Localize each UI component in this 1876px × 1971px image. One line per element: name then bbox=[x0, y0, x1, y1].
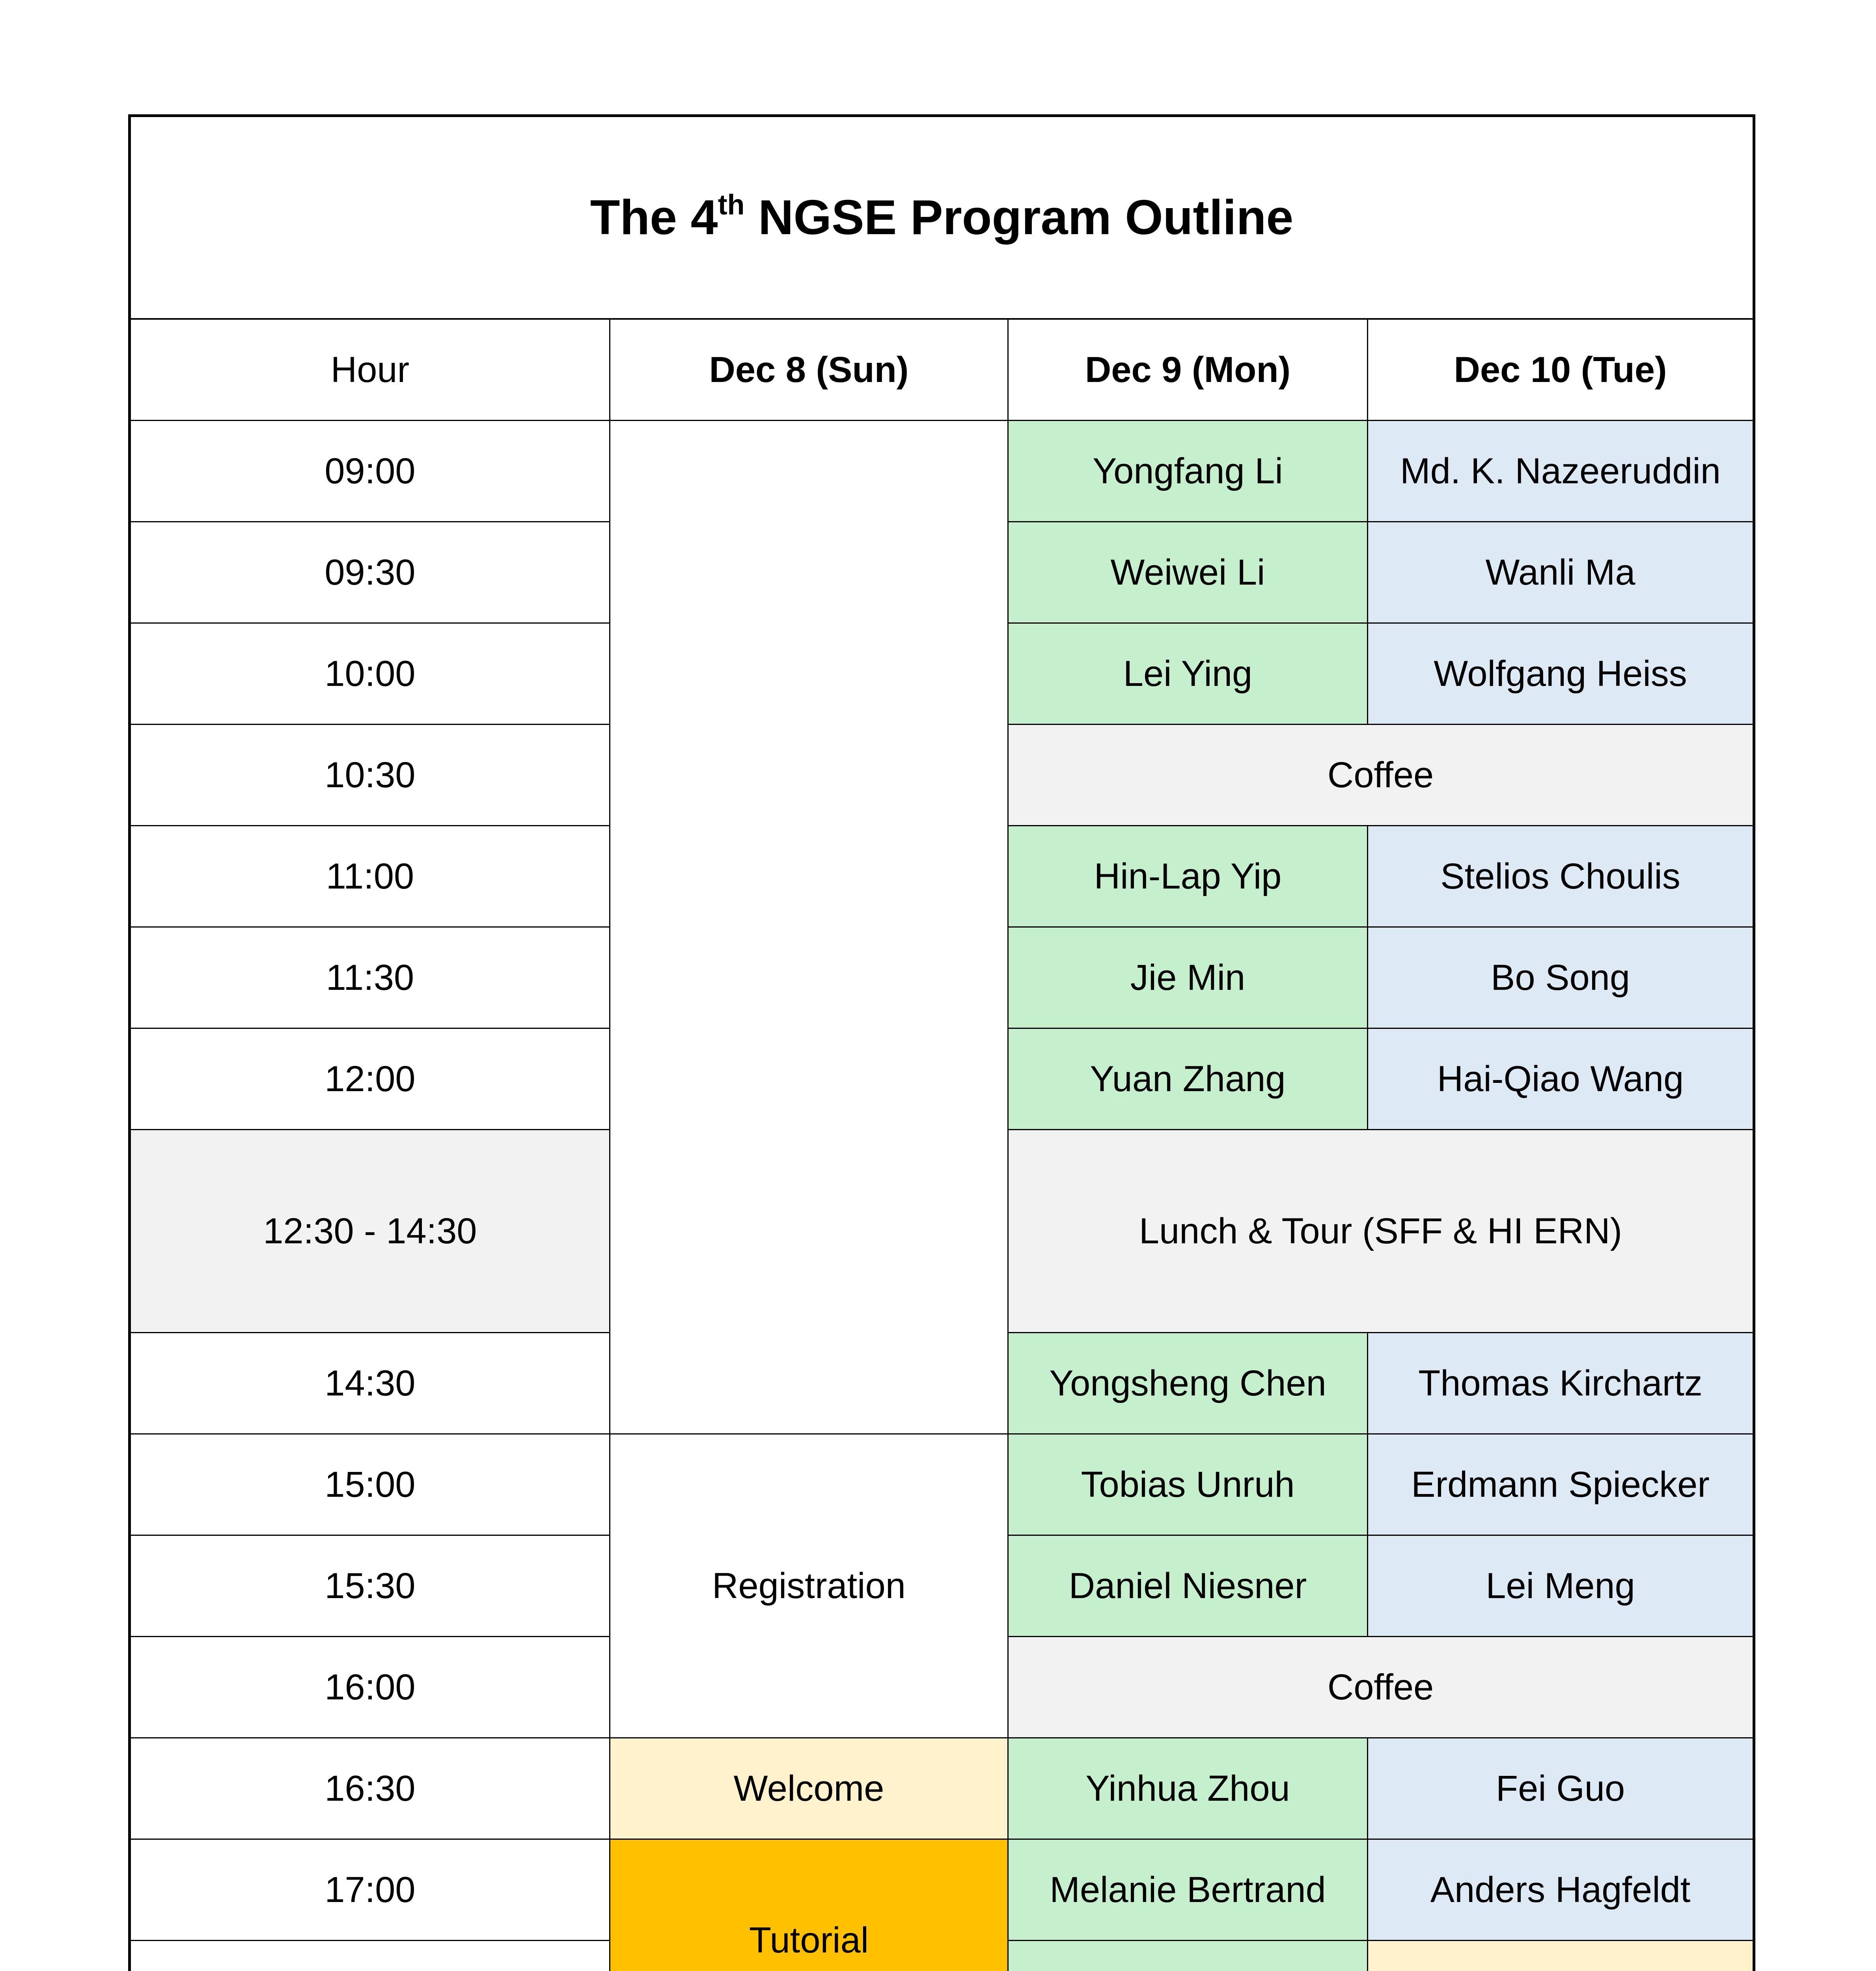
row-1700 bbox=[130, 1839, 1754, 1941]
day1-registration: Registration bbox=[610, 1434, 1008, 1738]
hour-cell: 16:00 bbox=[130, 1637, 610, 1738]
day2-talk bbox=[1008, 1941, 1368, 1971]
hour-cell bbox=[130, 1941, 610, 1971]
day3-talk: Wolfgang Heiss bbox=[1368, 623, 1754, 725]
hour-cell: 12:30 - 14:30 bbox=[130, 1130, 610, 1333]
row-1500 bbox=[130, 1434, 1754, 1535]
day2-talk: Hin-Lap Yip bbox=[1008, 826, 1368, 927]
day3-talk: Thomas Kirchartz bbox=[1368, 1333, 1754, 1434]
hour-cell: 17:00 bbox=[130, 1839, 610, 1941]
title-row bbox=[130, 116, 1754, 319]
header-day-2: Dec 9 (Mon) bbox=[1008, 319, 1368, 421]
day3-talk: Lei Meng bbox=[1368, 1535, 1754, 1637]
lunch-tour: Lunch & Tour (SFF & HI ERN) bbox=[1008, 1130, 1754, 1333]
day3-talk: Anders Hagfeldt bbox=[1368, 1839, 1754, 1941]
hour-cell: 15:00 bbox=[130, 1434, 610, 1535]
row-1630 bbox=[130, 1738, 1754, 1839]
header-day-3: Dec 10 (Tue) bbox=[1368, 319, 1754, 421]
day3-talk: Stelios Choulis bbox=[1368, 826, 1754, 927]
hour-cell: 12:00 bbox=[130, 1028, 610, 1130]
hour-cell: 11:00 bbox=[130, 826, 610, 927]
program-table bbox=[128, 114, 1755, 1971]
hour-cell: 09:30 bbox=[130, 522, 610, 623]
coffee-break-afternoon: Coffee bbox=[1008, 1637, 1754, 1738]
hour-cell: 14:30 bbox=[130, 1333, 610, 1434]
coffee-break-morning: Coffee bbox=[1008, 725, 1754, 826]
day2-talk: Yongsheng Chen bbox=[1008, 1333, 1368, 1434]
hour-cell: 10:00 bbox=[130, 623, 610, 725]
row-0900 bbox=[130, 421, 1754, 522]
day2-talk: Weiwei Li bbox=[1008, 522, 1368, 623]
day3-talk: Erdmann Spiecker bbox=[1368, 1434, 1754, 1535]
day3-talk: Fei Guo bbox=[1368, 1738, 1754, 1839]
day2-talk: Daniel Niesner bbox=[1008, 1535, 1368, 1637]
day1-tutorial: Tutorial bbox=[610, 1839, 1008, 1971]
day3-talk: Bo Song bbox=[1368, 927, 1754, 1028]
day3-talk: Wanli Ma bbox=[1368, 522, 1754, 623]
hour-cell: 09:00 bbox=[130, 421, 610, 522]
day2-talk: Tobias Unruh bbox=[1008, 1434, 1368, 1535]
day1-welcome: Welcome bbox=[610, 1738, 1008, 1839]
hour-cell: 10:30 bbox=[130, 725, 610, 826]
title-prefix: The 4 bbox=[590, 190, 718, 245]
day2-talk: Yongfang Li bbox=[1008, 421, 1368, 522]
day3-talk: Md. K. Nazeeruddin bbox=[1368, 421, 1754, 522]
hour-cell: 11:30 bbox=[130, 927, 610, 1028]
day2-talk: Yinhua Zhou bbox=[1008, 1738, 1368, 1839]
day2-talk: Lei Ying bbox=[1008, 623, 1368, 725]
page-title bbox=[590, 190, 1294, 245]
day2-talk: Jie Min bbox=[1008, 927, 1368, 1028]
title-suffix: NGSE Program Outline bbox=[744, 190, 1294, 245]
day2-talk: Melanie Bertrand bbox=[1008, 1839, 1368, 1941]
title-superscript: th bbox=[718, 189, 745, 221]
day3-closing-remarks bbox=[1368, 1941, 1754, 1971]
hour-cell: 16:30 bbox=[130, 1738, 610, 1839]
title-cell bbox=[130, 116, 1754, 319]
day3-talk: Hai-Qiao Wang bbox=[1368, 1028, 1754, 1130]
header-day-1: Dec 8 (Sun) bbox=[610, 319, 1008, 421]
day1-empty-block bbox=[610, 421, 1008, 1434]
header-row bbox=[130, 319, 1754, 421]
header-hour: Hour bbox=[130, 319, 610, 421]
hour-cell: 15:30 bbox=[130, 1535, 610, 1637]
day2-talk: Yuan Zhang bbox=[1008, 1028, 1368, 1130]
